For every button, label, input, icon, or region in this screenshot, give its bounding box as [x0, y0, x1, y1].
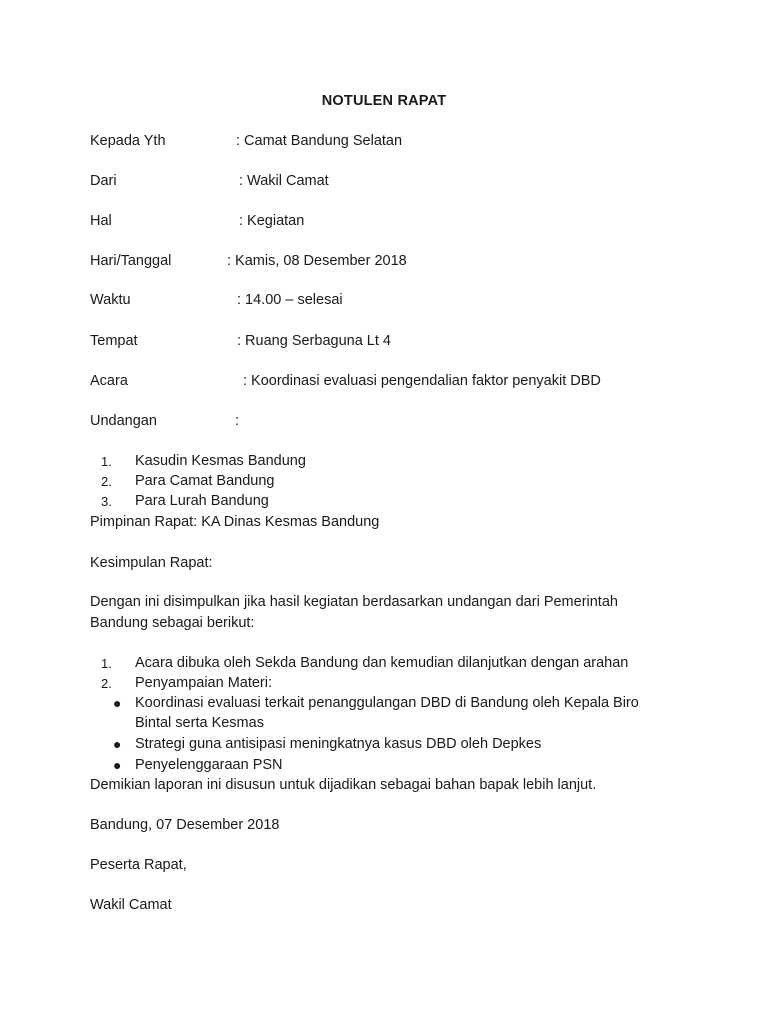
list-number: 2.	[101, 474, 112, 489]
bullet-item-line: Koordinasi evaluasi terkait penanggulangan DBD di Bandung oleh Kepala Biro	[135, 695, 639, 711]
field-label: Hari/Tanggal	[90, 253, 172, 269]
field-label: Dari	[90, 173, 117, 189]
document-title: NOTULEN RAPAT	[321, 93, 447, 109]
field-value: : Koordinasi evaluasi pengendalian faktor penyakit DBD	[243, 373, 601, 389]
list-number: 1.	[101, 656, 112, 671]
point-item: Penyampaian Materi:	[135, 675, 273, 691]
field-label: Undangan	[90, 413, 157, 429]
list-number: 2.	[101, 676, 112, 691]
participants-label: Peserta Rapat,	[90, 857, 187, 873]
field-value: :	[235, 413, 240, 429]
field-value: : Camat Bandung Selatan	[236, 133, 403, 149]
place-date: Bandung, 07 Desember 2018	[90, 817, 280, 833]
intro-paragraph-line: Dengan ini disimpulkan jika hasil kegiatan berdasarkan undangan dari Pemerintah	[90, 594, 618, 610]
list-number: 3.	[101, 494, 112, 509]
closing-paragraph: Demikian laporan ini disusun untuk dijadikan sebagai bahan bapak lebih lanjut.	[90, 777, 597, 793]
field-value: : Kamis, 08 Desember 2018	[227, 253, 407, 269]
intro-paragraph-line: Bandung sebagai berikut:	[90, 615, 255, 631]
signatory: Wakil Camat	[90, 897, 172, 913]
conclusion-heading: Kesimpulan Rapat:	[90, 555, 213, 571]
field-label: Waktu	[90, 292, 131, 308]
invitee-item: Para Camat Bandung	[135, 473, 275, 489]
field-label: Acara	[90, 373, 128, 389]
bullet-icon: ●	[113, 736, 122, 752]
field-value: : 14.00 – selesai	[237, 292, 343, 308]
field-value: : Wakil Camat	[239, 173, 329, 189]
bullet-item-line: Bintal serta Kesmas	[135, 715, 264, 731]
bullet-item-line: Penyelenggaraan PSN	[135, 757, 283, 773]
field-value: : Ruang Serbaguna Lt 4	[237, 333, 391, 349]
bullet-icon: ●	[113, 757, 122, 773]
meeting-leader: Pimpinan Rapat: KA Dinas Kesmas Bandung	[90, 514, 380, 530]
bullet-icon: ●	[113, 695, 122, 711]
invitee-item: Kasudin Kesmas Bandung	[135, 453, 306, 469]
field-label: Kepada Yth	[90, 133, 166, 149]
point-item: Acara dibuka oleh Sekda Bandung dan kemudian dilanjutkan dengan arahan	[135, 655, 629, 671]
field-value: : Kegiatan	[239, 213, 305, 229]
field-label: Tempat	[90, 333, 138, 349]
list-number: 1.	[101, 454, 112, 469]
field-label: Hal	[90, 213, 112, 229]
bullet-item-line: Strategi guna antisipasi meningkatnya kasus DBD oleh Depkes	[135, 736, 542, 752]
invitee-item: Para Lurah Bandung	[135, 493, 269, 509]
